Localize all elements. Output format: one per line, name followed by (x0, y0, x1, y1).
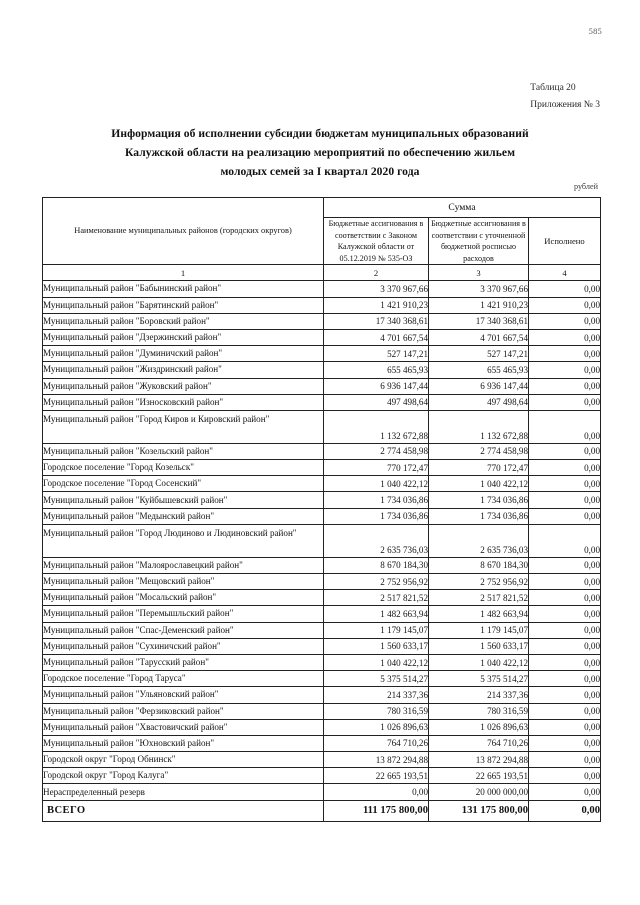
cell-executed: 0,00 (529, 606, 601, 622)
cell-allocations-law: 1 482 663,94 (324, 606, 429, 622)
table-row (43, 346, 601, 362)
cell-allocations-law: 2 517 821,52 (324, 590, 429, 606)
cell-allocations-law: 1 040 422,12 (324, 476, 429, 492)
cell-allocations-schedule: 214 337,36 (429, 687, 529, 703)
cell-municipality-name: Муниципальный район "Ферзиковский район" (43, 703, 324, 719)
table-column-numbering-row (43, 265, 601, 281)
table-row (43, 557, 601, 573)
table-reference: Таблица 20 (530, 83, 576, 93)
cell-executed: 0,00 (529, 671, 601, 687)
table-row (43, 460, 601, 476)
cell-allocations-schedule: 22 665 193,51 (429, 768, 529, 784)
cell-allocations-law: 3 370 967,66 (324, 281, 429, 297)
cell-municipality-name: Муниципальный район "Дзержинский район" (43, 329, 324, 345)
cell-allocations-schedule: 2 752 956,92 (429, 574, 529, 590)
cell-executed: 0,00 (529, 752, 601, 768)
table-row (43, 492, 601, 508)
cell-municipality-name: Муниципальный район "Износковский район" (43, 394, 324, 410)
cell-allocations-law: 2 635 736,03 (324, 524, 429, 557)
cell-executed: 0,00 (529, 329, 601, 345)
cell-municipality-name: Городское поселение "Город Козельск" (43, 460, 324, 476)
table-row (43, 329, 601, 345)
cell-executed: 0,00 (529, 297, 601, 313)
cell-executed: 0,00 (529, 476, 601, 492)
cell-executed: 0,00 (529, 443, 601, 459)
cell-allocations-law: 780 316,59 (324, 703, 429, 719)
cell-executed: 0,00 (529, 574, 601, 590)
cell-allocations-schedule: 1 179 145,07 (429, 622, 529, 638)
cell-executed: 0,00 (529, 378, 601, 394)
cell-allocations-law: 17 340 368,61 (324, 313, 429, 329)
table-row (43, 606, 601, 622)
cell-municipality-name: Муниципальный район "Город Людиново и Людиновский район" (43, 524, 324, 557)
table-header-group-row (43, 198, 601, 218)
table-row (43, 524, 601, 557)
cell-allocations-schedule: 1 421 910,23 (429, 297, 529, 313)
cell-allocations-schedule: 2 517 821,52 (429, 590, 529, 606)
cell-municipality-name: Муниципальный район "Перемышльский район" (43, 606, 324, 622)
cell-allocations-schedule: 3 370 967,66 (429, 281, 529, 297)
appendix-reference: Приложения № 3 (530, 100, 600, 110)
budget-subsidy-table (42, 197, 601, 822)
total-label: ВСЕГО (43, 800, 324, 821)
cell-allocations-law: 770 172,47 (324, 460, 429, 476)
cell-allocations-schedule: 770 172,47 (429, 460, 529, 476)
cell-allocations-schedule: 1 040 422,12 (429, 476, 529, 492)
cell-municipality-name: Муниципальный район "Думиничский район" (43, 346, 324, 362)
table-row (43, 752, 601, 768)
table-row (43, 281, 601, 297)
table-row (43, 362, 601, 378)
cell-allocations-schedule: 780 316,59 (429, 703, 529, 719)
table-row (43, 378, 601, 394)
cell-allocations-law: 5 375 514,27 (324, 671, 429, 687)
cell-executed: 0,00 (529, 687, 601, 703)
table-body (43, 281, 601, 821)
cell-executed: 0,00 (529, 784, 601, 800)
table-row (43, 638, 601, 654)
cell-executed: 0,00 (529, 524, 601, 557)
cell-municipality-name: Городское поселение "Город Сосенский" (43, 476, 324, 492)
cell-allocations-schedule: 13 872 294,88 (429, 752, 529, 768)
header-executed: Исполнено (529, 218, 601, 265)
cell-municipality-name: Муниципальный район "Барятинский район" (43, 297, 324, 313)
cell-allocations-schedule: 764 710,26 (429, 735, 529, 751)
cell-municipality-name: Муниципальный район "Тарусский район" (43, 654, 324, 670)
page-title-line-1: Информация об исполнении субсидии бюджетам муниципальных образований (111, 127, 529, 140)
cell-executed: 0,00 (529, 492, 601, 508)
cell-municipality-name: Муниципальный район "Козельский район" (43, 443, 324, 459)
cell-allocations-law: 8 670 184,30 (324, 557, 429, 573)
cell-allocations-law: 4 701 667,54 (324, 329, 429, 345)
total-executed: 0,00 (529, 800, 601, 821)
cell-allocations-schedule: 497 498,64 (429, 394, 529, 410)
cell-allocations-law: 1 734 036,86 (324, 492, 429, 508)
total-allocations-law: 111 175 800,00 (324, 800, 429, 821)
table-row (43, 297, 601, 313)
table-row (43, 313, 601, 329)
page-title (56, 124, 584, 181)
cell-allocations-schedule: 5 375 514,27 (429, 671, 529, 687)
table-row (43, 687, 601, 703)
table-head (43, 198, 601, 281)
column-number-2: 2 (324, 265, 429, 281)
cell-allocations-law: 2 774 458,98 (324, 443, 429, 459)
cell-allocations-schedule: 1 040 422,12 (429, 654, 529, 670)
cell-allocations-schedule: 2 774 458,98 (429, 443, 529, 459)
cell-municipality-name: Муниципальный район "Малоярославецкий район" (43, 557, 324, 573)
cell-allocations-law: 1 026 896,63 (324, 719, 429, 735)
cell-allocations-schedule: 1 734 036,86 (429, 508, 529, 524)
cell-allocations-law: 0,00 (324, 784, 429, 800)
table-row (43, 574, 601, 590)
cell-allocations-law: 1 179 145,07 (324, 622, 429, 638)
cell-executed: 0,00 (529, 313, 601, 329)
cell-executed: 0,00 (529, 703, 601, 719)
cell-allocations-schedule: 655 465,93 (429, 362, 529, 378)
cell-executed: 0,00 (529, 281, 601, 297)
cell-municipality-name: Муниципальный район "Жиздринский район" (43, 362, 324, 378)
column-number-1: 1 (43, 265, 324, 281)
table-row (43, 703, 601, 719)
cell-allocations-law: 13 872 294,88 (324, 752, 429, 768)
cell-executed: 0,00 (529, 346, 601, 362)
unit-label: рублей (573, 182, 598, 191)
cell-allocations-schedule: 17 340 368,61 (429, 313, 529, 329)
cell-executed: 0,00 (529, 719, 601, 735)
cell-municipality-name: Муниципальный район "Бабынинский район" (43, 281, 324, 297)
cell-executed: 0,00 (529, 508, 601, 524)
cell-allocations-law: 655 465,93 (324, 362, 429, 378)
cell-executed: 0,00 (529, 735, 601, 751)
cell-municipality-name: Муниципальный район "Хвастовичский район" (43, 719, 324, 735)
cell-allocations-law: 214 337,36 (324, 687, 429, 703)
page-title-line-3: молодых семей за I квартал 2020 года (220, 165, 420, 178)
table-row (43, 443, 601, 459)
cell-municipality-name: Муниципальный район "Мещовский район" (43, 574, 324, 590)
cell-allocations-law: 1 421 910,23 (324, 297, 429, 313)
table-row (43, 671, 601, 687)
cell-municipality-name: Муниципальный район "Спас-Деменский район" (43, 622, 324, 638)
cell-executed: 0,00 (529, 394, 601, 410)
cell-allocations-law: 1 560 633,17 (324, 638, 429, 654)
page-number: 585 (588, 26, 602, 36)
cell-executed: 0,00 (529, 557, 601, 573)
cell-municipality-name: Муниципальный район "Медынский район" (43, 508, 324, 524)
document-captions (530, 80, 600, 114)
table-row (43, 768, 601, 784)
cell-allocations-schedule: 1 560 633,17 (429, 638, 529, 654)
total-allocations-schedule: 131 175 800,00 (429, 800, 529, 821)
cell-allocations-schedule: 1 482 663,94 (429, 606, 529, 622)
cell-allocations-law: 6 936 147,44 (324, 378, 429, 394)
cell-allocations-law: 22 665 193,51 (324, 768, 429, 784)
cell-municipality-name: Городской округ "Город Калуга" (43, 768, 324, 784)
cell-allocations-law: 497 498,64 (324, 394, 429, 410)
cell-municipality-name: Муниципальный район "Боровский район" (43, 313, 324, 329)
cell-executed: 0,00 (529, 410, 601, 443)
cell-allocations-schedule: 1 026 896,63 (429, 719, 529, 735)
cell-municipality-name: Муниципальный район "Ульяновский район" (43, 687, 324, 703)
cell-municipality-name: Нераспределенный резерв (43, 784, 324, 800)
cell-executed: 0,00 (529, 460, 601, 476)
cell-executed: 0,00 (529, 768, 601, 784)
cell-municipality-name: Городское поселение "Город Таруса" (43, 671, 324, 687)
cell-allocations-schedule: 1 734 036,86 (429, 492, 529, 508)
cell-allocations-law: 764 710,26 (324, 735, 429, 751)
table-row (43, 784, 601, 800)
cell-allocations-law: 2 752 956,92 (324, 574, 429, 590)
cell-municipality-name: Городской округ "Город Обнинск" (43, 752, 324, 768)
column-number-3: 3 (429, 265, 529, 281)
cell-allocations-schedule: 8 670 184,30 (429, 557, 529, 573)
cell-allocations-schedule: 4 701 667,54 (429, 329, 529, 345)
cell-allocations-schedule: 527 147,21 (429, 346, 529, 362)
table-row (43, 719, 601, 735)
table-total-row (43, 800, 601, 821)
cell-allocations-schedule: 6 936 147,44 (429, 378, 529, 394)
cell-municipality-name: Муниципальный район "Сухиничский район" (43, 638, 324, 654)
cell-executed: 0,00 (529, 638, 601, 654)
cell-executed: 0,00 (529, 362, 601, 378)
table-row (43, 622, 601, 638)
header-budget-allocations-law: Бюджетные ассигнования в соответствии с Законом Калужской области от 05.12.2019 № 535-ОЗ (324, 218, 429, 265)
cell-municipality-name: Муниципальный район "Куйбышевский район" (43, 492, 324, 508)
cell-municipality-name: Муниципальный район "Город Киров и Кировский район" (43, 410, 324, 443)
cell-municipality-name: Муниципальный район "Юхновский район" (43, 735, 324, 751)
header-budget-allocations-schedule: Бюджетные ассигнования в соответствии с уточненной бюджетной росписью расходов (429, 218, 529, 265)
table-row (43, 508, 601, 524)
table-row (43, 410, 601, 443)
cell-municipality-name: Муниципальный район "Жуковский район" (43, 378, 324, 394)
cell-executed: 0,00 (529, 622, 601, 638)
cell-municipality-name: Муниципальный район "Мосальский район" (43, 590, 324, 606)
cell-allocations-law: 527 147,21 (324, 346, 429, 362)
table-row (43, 394, 601, 410)
cell-allocations-schedule: 2 635 736,03 (429, 524, 529, 557)
column-number-4: 4 (529, 265, 601, 281)
cell-allocations-law: 1 040 422,12 (324, 654, 429, 670)
table-row (43, 590, 601, 606)
header-municipality-name: Наименование муниципальных районов (городских округов) (43, 198, 324, 265)
cell-allocations-schedule: 20 000 000,00 (429, 784, 529, 800)
cell-executed: 0,00 (529, 590, 601, 606)
header-sum-group: Сумма (324, 198, 601, 218)
cell-allocations-law: 1 132 672,88 (324, 410, 429, 443)
table-row (43, 476, 601, 492)
table-row (43, 654, 601, 670)
cell-allocations-law: 1 734 036,86 (324, 508, 429, 524)
page-title-line-2: Калужской области на реализацию мероприятий по обеспечению жильем (124, 146, 516, 159)
table-row (43, 735, 601, 751)
budget-subsidy-table-wrap (42, 197, 600, 822)
cell-allocations-schedule: 1 132 672,88 (429, 410, 529, 443)
cell-executed: 0,00 (529, 654, 601, 670)
